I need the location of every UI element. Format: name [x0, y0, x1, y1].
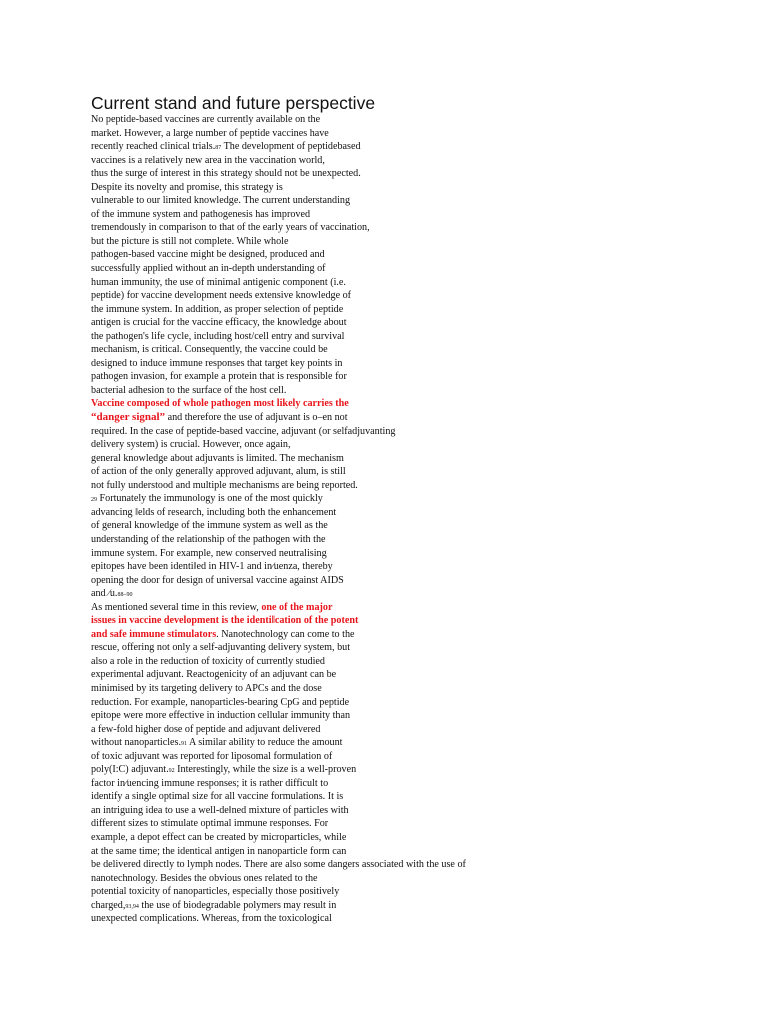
citation-ref: 88–90 [117, 592, 133, 599]
text-segment: and ∕u. [91, 588, 118, 600]
text-line [91, 154, 731, 168]
text-line [91, 289, 731, 303]
text-segment: an intriguing idea to use a well-de‖ned mixture of particles with [91, 804, 349, 816]
text-segment: reduction. For example, nanoparticles-bearing CpG and peptide [91, 696, 350, 708]
text-segment: antigen is crucial for the vaccine efficacy, the knowledge about [91, 317, 347, 329]
text-line [91, 438, 731, 452]
text-line [91, 140, 731, 154]
text-segment: nanotechnology. Besides the obvious ones related to the [91, 872, 318, 884]
section-heading: Current stand and future perspective [91, 93, 376, 113]
text-segment: different sizes to stimulate optimal immune responses. For [91, 818, 329, 830]
text-segment: epitope were more effective in induction cellular immunity than [91, 710, 351, 722]
text-line [91, 519, 731, 533]
text-segment: Fortunately the immunology is one of the most quickly [97, 493, 323, 505]
text-line [91, 831, 731, 845]
text-line [91, 668, 731, 682]
text-segment: pathogen-based vaccine might be designed, produced and [91, 249, 325, 261]
text-segment: at the same time; the identical antigen in nanoparticle form can [91, 845, 347, 857]
text-segment: of the immune system and pathogenesis has improved [91, 208, 311, 220]
text-line [91, 452, 731, 466]
text-line [91, 465, 731, 479]
text-line [91, 208, 731, 222]
text-line [91, 682, 731, 696]
citation-ref: 91 [180, 741, 187, 748]
text-line [91, 736, 731, 750]
text-segment: the pathogen's life cycle, including host/cell entry and survival [91, 330, 345, 342]
text-line [91, 425, 731, 439]
text-line [91, 533, 731, 547]
text-segment: immune system. For example, new conserved neutralising [91, 547, 327, 559]
text-line [91, 899, 731, 913]
text-line [91, 560, 731, 574]
highlighted-text: Vaccine composed of whole pathogen most likely carries the [91, 398, 349, 410]
text-segment: minimised by its targeting delivery to APCs and the dose [91, 682, 322, 694]
citation-ref: 29 [91, 497, 97, 504]
text-line [91, 628, 731, 642]
text-line [91, 316, 731, 330]
text-segment: vulnerable to our limited knowledge. The current understanding [91, 195, 351, 207]
text-segment: not fully understood and multiple mechanisms are being reported. [91, 479, 358, 491]
text-line [91, 384, 731, 398]
text-segment: potential toxicity of nanoparticles, especially those positively [91, 886, 340, 898]
text-segment: without nanoparticles. [91, 737, 181, 749]
highlighted-text: “danger signal” [91, 411, 166, 424]
text-segment: mechanism, is critical. Consequently, the vaccine could be [91, 344, 328, 356]
highlighted-text: issues in vaccine development is the identi‖cation of the potent [91, 615, 359, 627]
text-line [91, 547, 731, 561]
text-line [91, 330, 731, 344]
text-line [91, 492, 731, 506]
text-segment: Interestingly, while the size is a well-proven [174, 764, 357, 776]
text-segment: . Nanotechnology can come to the [216, 628, 355, 640]
text-line [91, 858, 731, 872]
citation-ref: 87 [215, 145, 222, 152]
text-line [91, 506, 731, 520]
text-line [91, 655, 731, 669]
text-segment: the immune system. In addition, as proper selection of peptide [91, 303, 344, 315]
text-segment: peptide) for vaccine development needs extensive knowledge of [91, 290, 352, 302]
text-segment: tremendously in comparison to that of the early years of vaccination, [91, 222, 370, 234]
text-line [91, 804, 731, 818]
citation-ref: 93,94 [125, 903, 139, 910]
text-line [91, 276, 731, 290]
text-segment: delivery system) is crucial. However, once again, [91, 439, 291, 451]
text-segment: identify a single optimal size for all vaccine formulations. It is [91, 791, 344, 803]
text-line [91, 235, 731, 249]
text-segment: successfully applied without an in-depth understanding of [91, 263, 326, 275]
text-segment: general knowledge about adjuvants is limited. The mechanism [91, 452, 344, 464]
text-segment: designed to induce immune responses that target key points in [91, 357, 343, 369]
text-segment: vaccines is a relatively new area in the vaccination world, [91, 154, 325, 166]
text-line [91, 357, 731, 371]
text-segment: required. In the case of peptide-based vaccine, adjuvant (or selfadjuvanting [91, 425, 396, 437]
text-segment: example, a depot effect can be created by microparticles, while [91, 831, 347, 843]
body-text [91, 113, 731, 926]
text-segment: experimental adjuvant. Reactogenicity of an adjuvant can be [91, 669, 337, 681]
text-line [91, 601, 731, 615]
text-segment: Despite its novelty and promise, this strategy is [91, 181, 283, 193]
text-segment: thus the surge of interest in this strategy should not be unexpected. [91, 168, 361, 180]
text-line [91, 574, 731, 588]
text-line [91, 167, 731, 181]
text-line [91, 113, 731, 127]
text-segment: factor in∕uencing immune responses; it is rather difficult to [91, 777, 329, 789]
text-line [91, 397, 731, 411]
text-segment: charged, [91, 899, 126, 911]
text-line [91, 127, 731, 141]
text-line [91, 262, 731, 276]
text-line [91, 614, 731, 628]
text-segment: of action of the only generally approved adjuvant, alum, is still [91, 466, 346, 478]
text-segment: of general knowledge of the immune system as well as the [91, 520, 328, 532]
text-segment: epitopes have been identi‖ed in HIV-1 and in∕uenza, thereby [91, 561, 333, 573]
text-line [91, 872, 731, 886]
text-line [91, 641, 731, 655]
text-line [91, 221, 731, 235]
text-line [91, 817, 731, 831]
text-line [91, 709, 731, 723]
text-line [91, 194, 731, 208]
citation-ref: 92 [168, 768, 175, 775]
text-line [91, 885, 731, 899]
text-segment: pathogen invasion, for example a protein that is responsible for [91, 371, 347, 383]
text-segment: the use of biodegradable polymers may result in [138, 899, 337, 911]
text-segment: market. However, a large number of peptide vaccines have [91, 127, 329, 139]
text-segment: also a role in the reduction of toxicity of currently studied [91, 655, 325, 667]
text-line [91, 587, 731, 601]
text-segment: but the picture is still not complete. While whole [91, 235, 289, 247]
text-line [91, 303, 731, 317]
text-line [91, 912, 731, 926]
text-segment: recently reached clinical trials. [91, 141, 216, 153]
text-segment: of toxic adjuvant was reported for liposomal formulation of [91, 750, 333, 762]
text-line [91, 845, 731, 859]
text-line [91, 411, 731, 425]
text-segment: a few-fold higher dose of peptide and adjuvant delivered [91, 723, 321, 735]
text-line [91, 343, 731, 357]
text-segment: understanding of the relationship of the pathogen with the [91, 533, 326, 545]
text-segment: A similar ability to reduce the amount [186, 737, 343, 749]
text-segment: poly(I:C) adjuvant. [91, 764, 169, 776]
text-line [91, 763, 731, 777]
text-segment: be delivered directly to lymph nodes. There are also some dangers associated with the use of [91, 859, 466, 871]
text-segment: human immunity, the use of minimal antigenic component (i.e. [91, 276, 346, 288]
text-segment: No peptide-based vaccines are currently available on the [91, 114, 321, 125]
text-segment: opening the door for design of universal vaccine against AIDS [91, 574, 344, 586]
text-line [91, 479, 731, 493]
text-line [91, 370, 731, 384]
text-segment: As mentioned several time in this review, [91, 601, 262, 613]
text-line [91, 181, 731, 195]
text-line [91, 696, 731, 710]
text-line [91, 248, 731, 262]
text-line [91, 790, 731, 804]
text-segment: The development of peptidebased [221, 141, 361, 153]
text-segment: rescue, offering not only a self-adjuvanting delivery system, but [91, 642, 351, 654]
text-segment: and therefore the use of adjuvant is o–en not [165, 412, 348, 424]
text-segment: bacterial adhesion to the surface of the host cell. [91, 384, 287, 396]
text-segment: unexpected complications. Whereas, from the toxicological [91, 913, 332, 925]
text-segment: advancing ‖elds of research, including both the enhancement [91, 506, 337, 518]
text-line [91, 750, 731, 764]
highlighted-text: one of the major [261, 601, 333, 613]
text-line [91, 777, 731, 791]
text-line [91, 723, 731, 737]
highlighted-text: and safe immune stimulators [91, 628, 217, 640]
